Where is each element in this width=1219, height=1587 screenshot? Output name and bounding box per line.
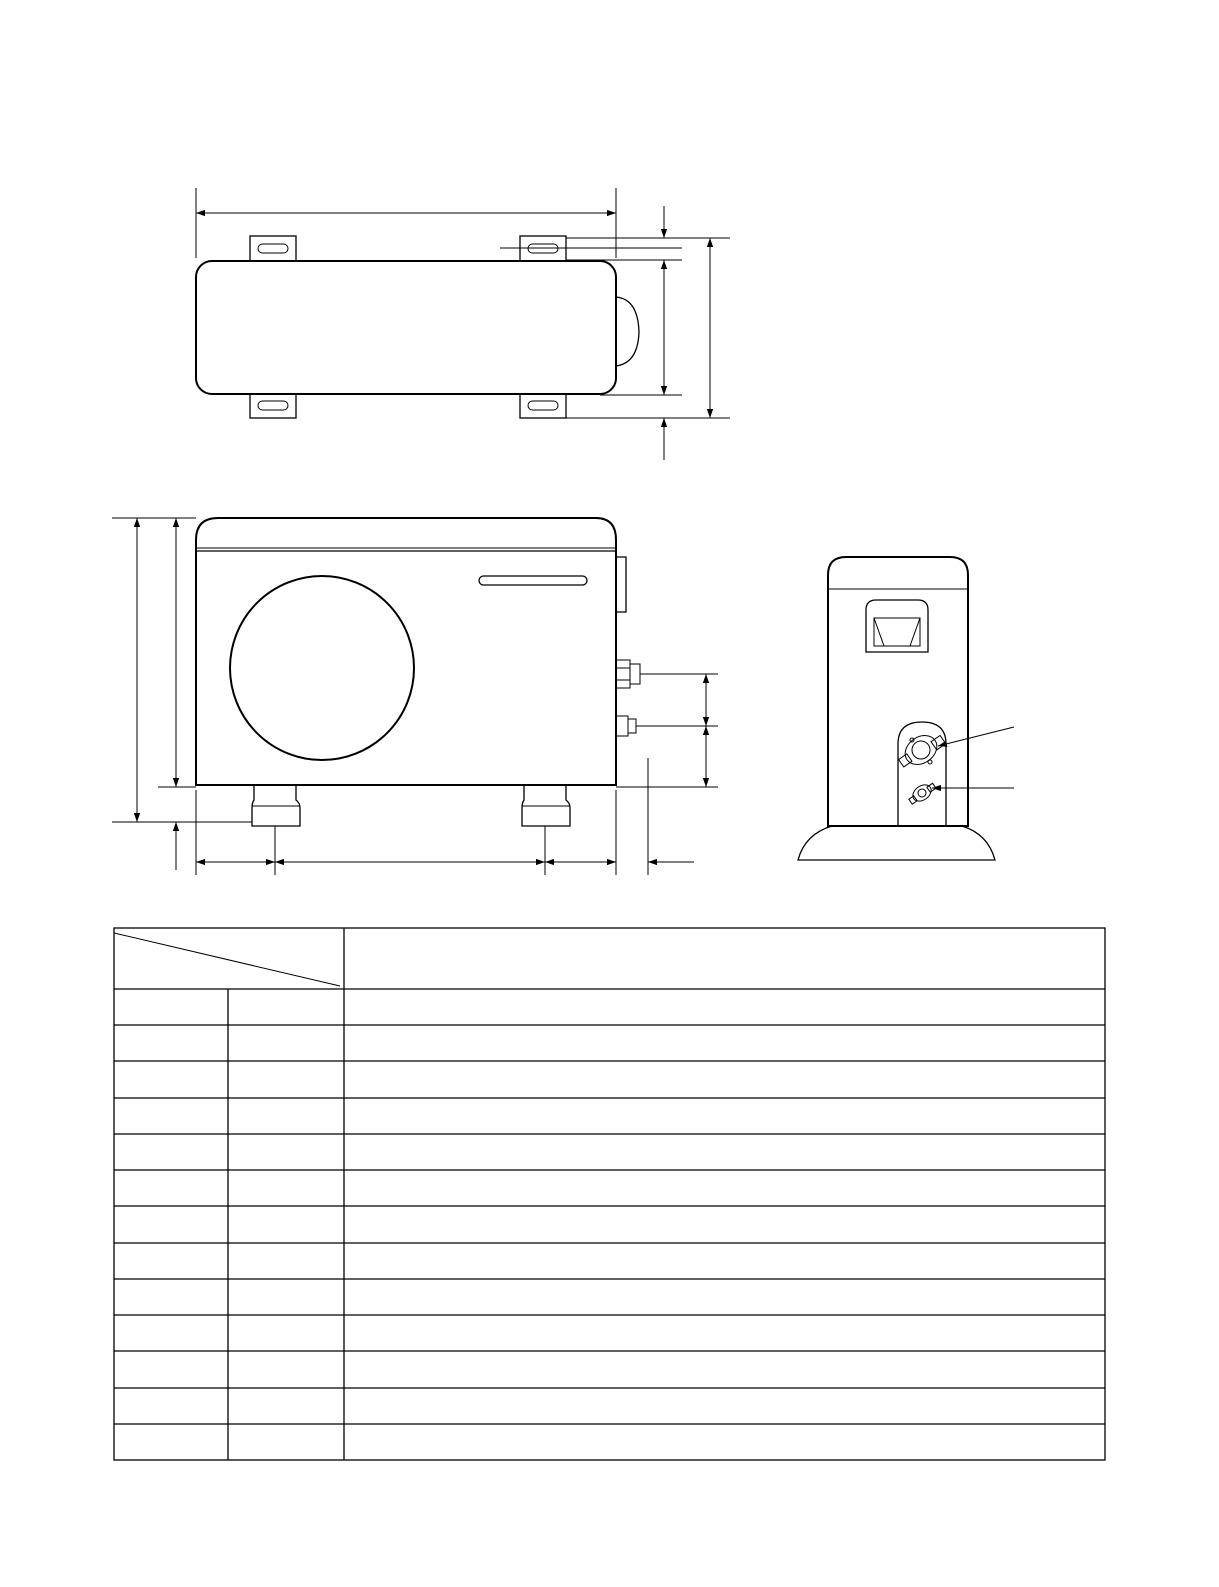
top-view (196, 188, 730, 460)
mounting-foot (520, 236, 566, 262)
fan-guard-bump (616, 297, 639, 366)
mounting-foot (250, 392, 296, 418)
side-view (798, 557, 1014, 860)
spec-table (114, 928, 1105, 1460)
service-valve (616, 716, 636, 736)
base-flare (798, 826, 995, 860)
mounting-foot (520, 392, 566, 418)
front-view (112, 518, 718, 875)
mounting-foot (250, 236, 296, 262)
unit-body-top (196, 261, 616, 394)
unit-body-front (196, 518, 616, 785)
header-diagonal (114, 933, 340, 986)
service-valve (616, 660, 640, 688)
